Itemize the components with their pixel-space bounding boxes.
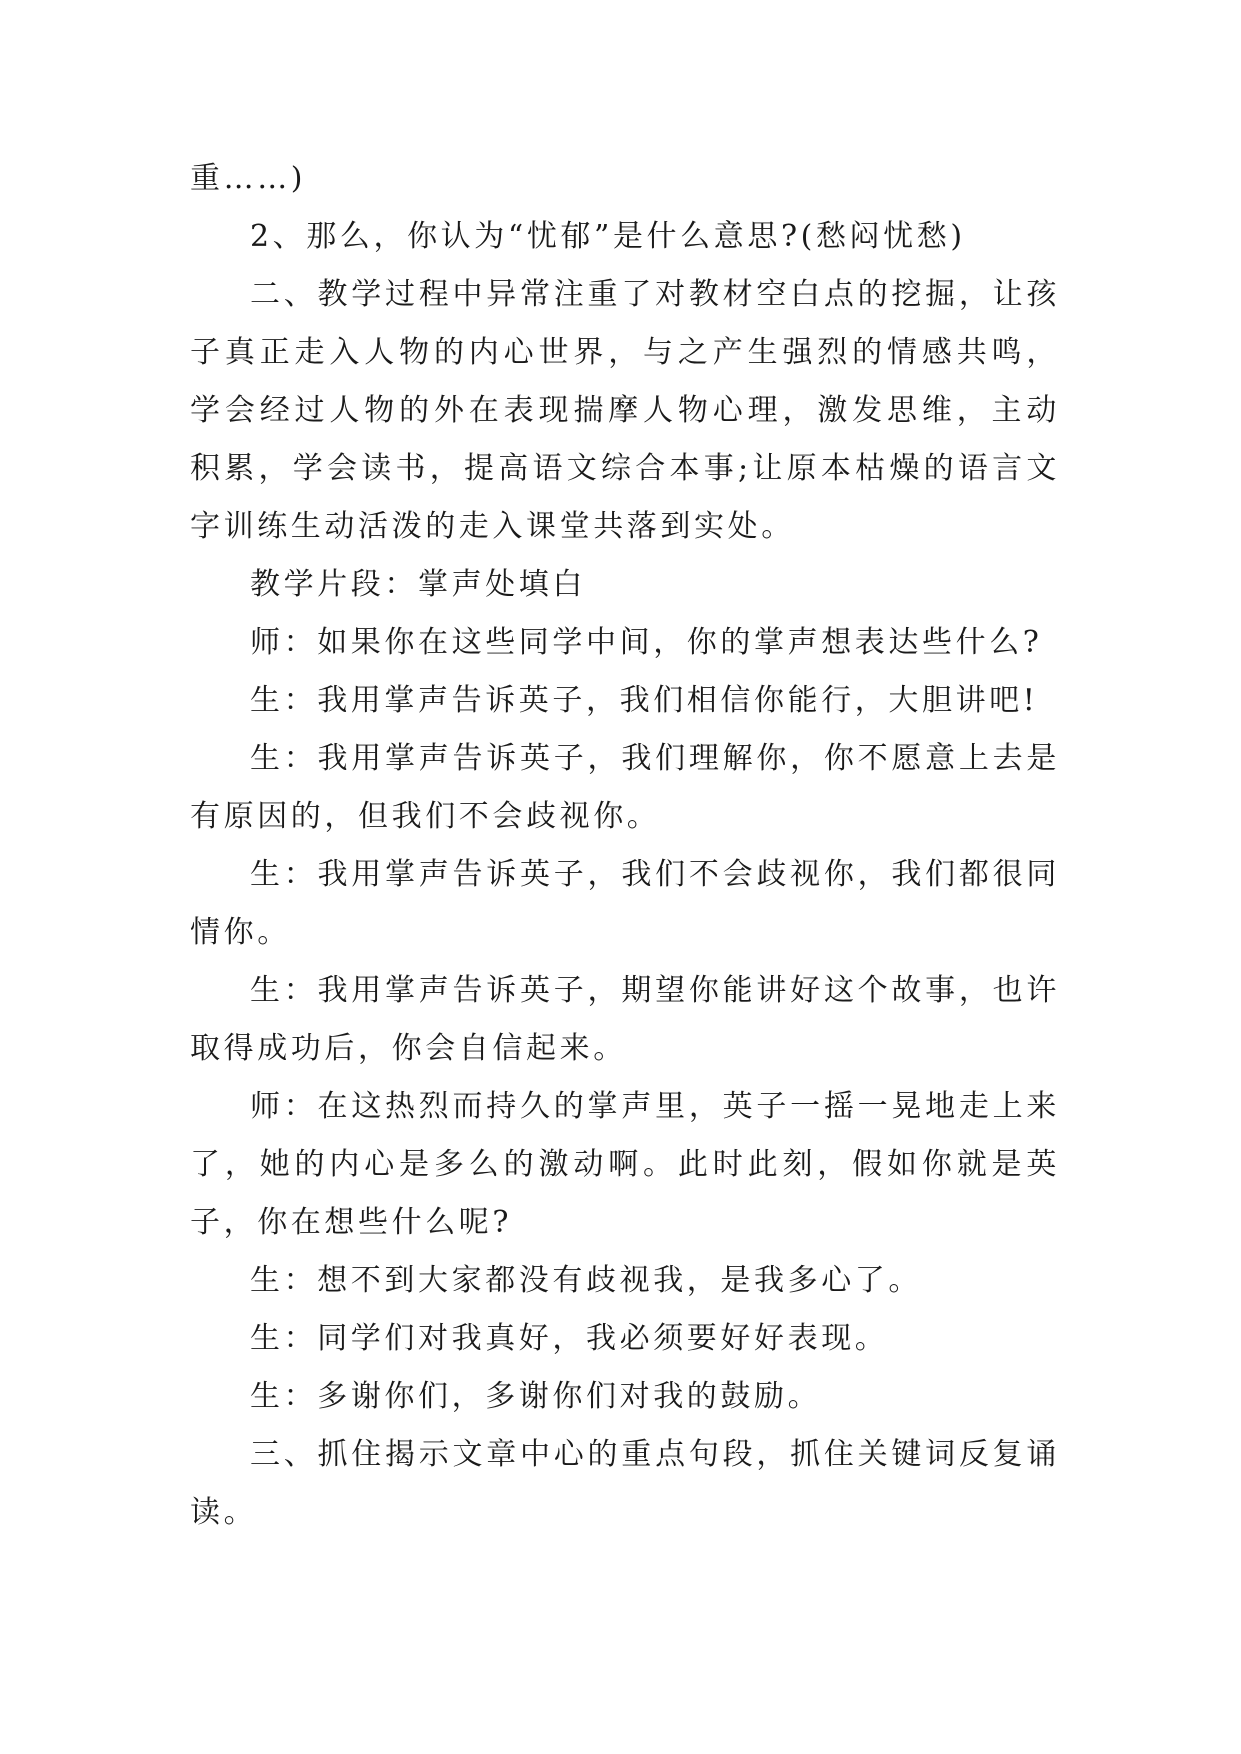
document-page (190, 150, 1060, 1542)
paragraph-teacher-1: 师：如果你在这些同学中间，你的掌声想表达些什么? (250, 625, 1043, 660)
paragraph-teacher-2: 师：在这热烈而持久的掌声里，英子一摇一晃地走上来了，她的内心是多么的激动啊。此时此刻，假如你就是英子，你在想些什么呢? (190, 1089, 1060, 1240)
paragraph-student-1: 生：我用掌声告诉英子，我们相信你能行，大胆讲吧! (250, 683, 1039, 718)
paragraph-teaching-segment: 教学片段：掌声处填白 (250, 567, 586, 602)
paragraph-section-2: 二、教学过程中异常注重了对教材空白点的挖掘，让孩子真正走入人物的内心世界，与之产生强烈的情感共鸣，学会经过人物的外在表现揣摩人物心理，激发思维，主动积累，学会读书，提高语文综合本事;让原本枯燥的语言文字训练生动活泼的走入课堂共落到实处。 (190, 277, 1060, 544)
paragraph-student-2: 生：我用掌声告诉英子，我们理解你，你不愿意上去是有原因的，但我们不会歧视你。 (190, 741, 1060, 834)
paragraph-student-6: 生：同学们对我真好，我必须要好好表现。 (250, 1321, 889, 1356)
paragraph-section-3: 三、抓住揭示文章中心的重点句段，抓住关键词反复诵读。 (190, 1437, 1060, 1530)
paragraph-continuation: 重……) (190, 161, 307, 196)
paragraph-question-2: 2、那么，你认为“忧郁”是什么意思?(愁闷忧愁) (250, 219, 966, 254)
paragraph-student-5: 生：想不到大家都没有歧视我，是我多心了。 (250, 1263, 922, 1298)
paragraph-student-4: 生：我用掌声告诉英子，期望你能讲好这个故事，也许取得成功后，你会自信起来。 (190, 973, 1060, 1066)
paragraph-student-3: 生：我用掌声告诉英子，我们不会歧视你，我们都很同情你。 (190, 857, 1060, 950)
paragraph-student-7: 生：多谢你们，多谢你们对我的鼓励。 (250, 1379, 822, 1414)
